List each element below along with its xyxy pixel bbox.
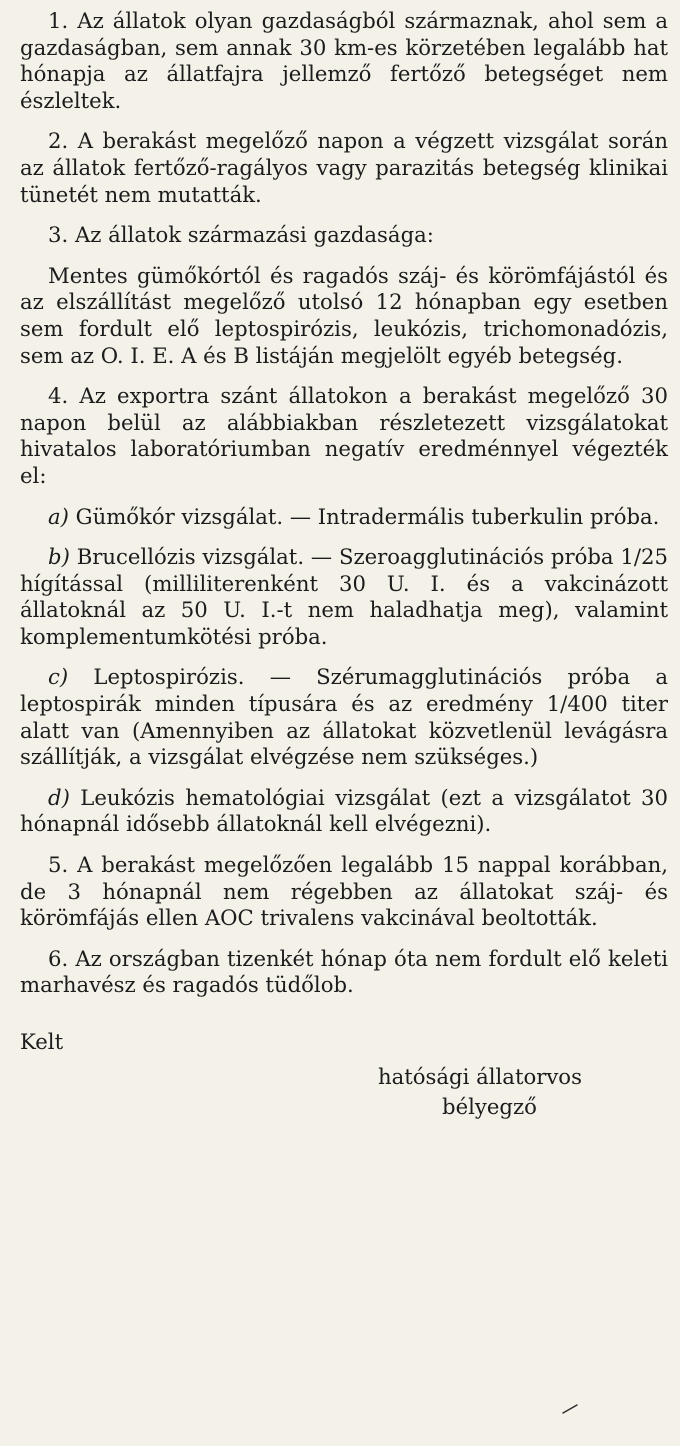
test-a-text: Gümőkór vizsgálat. — Intradermális tuberkulin próba.: [68, 503, 660, 529]
signature-line-official: hatósági állatorvos: [378, 1063, 582, 1089]
kelt-label: Kelt: [20, 1029, 64, 1054]
test-c: [20, 664, 668, 770]
test-d: [20, 785, 668, 838]
paragraph-4: 4. Az exportra szánt állatokon a berakást megelőző 30 napon belül az alábbiakban részletezett vizsgálatokat hivatalos laboratóriumban negatív eredménnyel végezték el:: [20, 383, 668, 488]
test-b: [20, 544, 668, 650]
paragraph-3-heading: 3. Az állatok származási gazdasága:: [48, 222, 434, 248]
test-a: [20, 504, 668, 531]
paragraph-1: 1. Az állatok olyan gazdaságból származnak, ahol sem a gazdaságban, sem annak 30 km-es körzetében legalább hat hónapja az állatfajra jellemző fertőző betegséget nem észleltek.: [20, 8, 668, 113]
test-d-letter: d): [48, 784, 70, 810]
test-c-letter: c): [48, 664, 69, 690]
paragraph-3-body: Mentes gümőkórtól és ragadós száj- és körömfájástól és az elszállítást megelőző utolsó 12 hónapban egy esetben sem fordult elő leptospirózis, leukózis, trichomonadózis, sem az O. I. E. A és B listáján megjelölt egyéb betegség.: [20, 262, 668, 368]
pen-mark-icon: [562, 1404, 578, 1414]
signature-line-stamp: bélyegző: [442, 1093, 537, 1119]
paragraph-6: 6. Az országban tizenkét hónap óta nem fordult elő keleti marhavész és ragadós tüdőlob.: [20, 945, 668, 998]
test-a-letter: a): [48, 503, 69, 529]
signature-block: [378, 1062, 668, 1122]
test-c-text: Leptospirózis. — Szérumagglutinációs próba a leptospirák minden típusára és az eredmény 1/400 titer alatt van (Amennyiben az állatokat közvetlenül levágásra szállítják, a vizsgálat elvégzése nem szükséges.): [20, 664, 668, 770]
test-b-text: Brucellózis vizsgálat. — Szeroagglutinációs próba 1/25 hígítással (milliliterenként 30 U. I. és a vakcinázott állatoknál az 50 U. I.-t nem haladhatja meg), valamint komplementumkötési próba.: [20, 544, 668, 649]
paragraph-5: 5. A berakást megelőzően legalább 15 nappal korábban, de 3 hónapnál nem régebben az állatokat száj- és körömfájás ellen AOC trivalens vakcinával beoltották.: [20, 852, 668, 931]
test-d-text: Leukózis hematológiai vizsgálat (ezt a vizsgálatot 30 hónapnál idősebb állatoknál kell elvégezni).: [20, 784, 668, 837]
paragraph-2: 2. A berakást megelőző napon a végzett vizsgálat során az állatok fertőző-ragályos vagy parazitás betegség klinikai tünetét nem mutatták.: [20, 128, 668, 207]
test-b-letter: b): [48, 544, 70, 570]
